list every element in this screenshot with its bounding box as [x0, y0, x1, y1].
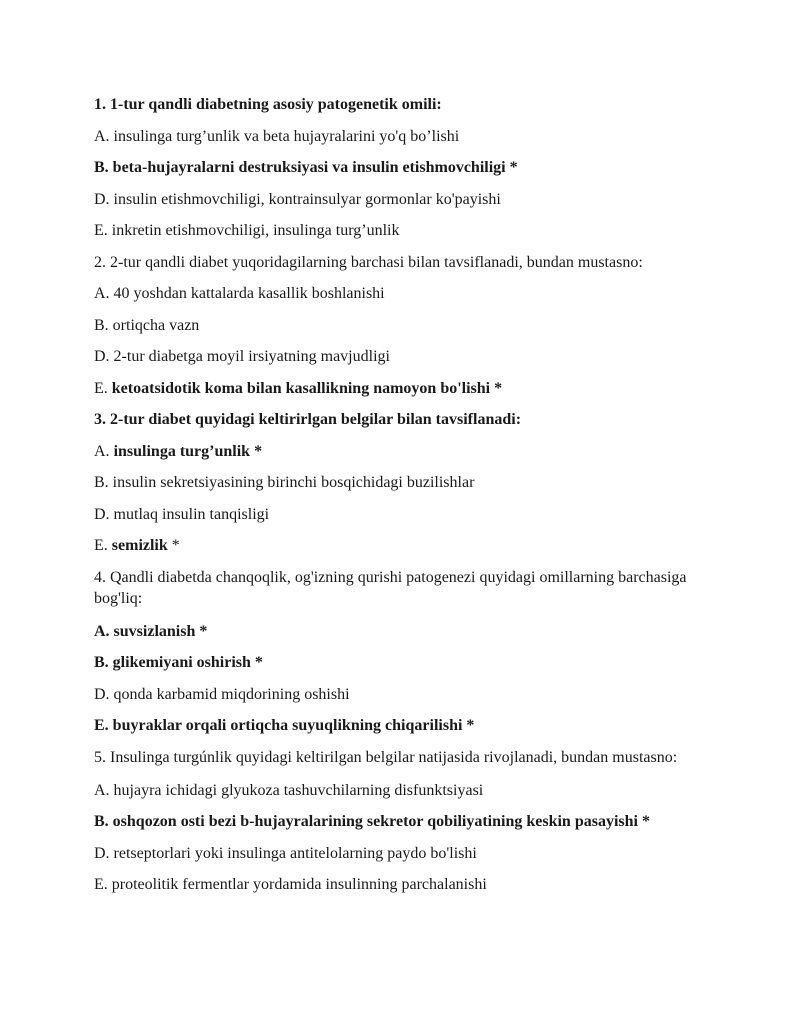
question-2-option-e-correct	[94, 378, 714, 399]
question-1-option-e: E. inkretin etishmovchiligi, insulinga turg’unlik	[94, 222, 400, 239]
document-body	[94, 94, 714, 906]
option-marker: *	[167, 537, 180, 554]
question-4-option-b-correct: B. glikemiyani oshirish *	[94, 654, 263, 671]
question-2-title: 2. 2-tur qandli diabet yuqoridagilarning barchasi bilan tavsiflanadi, bundan mustasno:	[94, 253, 643, 271]
question-5-option-e: E. proteolitik fermentlar yordamida insulinning parchalanishi	[94, 876, 487, 893]
question-1-option-d: D. insulin etishmovchiligi, kontrainsulyar gormonlar ko'payishi	[94, 190, 501, 208]
question-5-title: 5. Insulinga turgúnlik quyidagi keltirilgan belgilar natijasida rivojlanadi, bundan mustasno:	[94, 748, 678, 766]
question-2-option-d: D. 2-tur diabetga moyil irsiyatning mavjudligi	[94, 348, 390, 365]
option-text: insulinga turg’unlik *	[113, 442, 263, 460]
question-4-option-a-correct: A. suvsizlanish *	[94, 622, 208, 640]
question-5-option-d: D. retseptorlari yoki insulinga antitelolarning paydo bo'lishi	[94, 844, 477, 862]
question-1-option-b-correct: B. beta-hujayralarni destruksiyasi va insulin etishmovchiligi *	[94, 159, 518, 176]
question-4-option-e-correct: E. buyraklar orqali ortiqcha suyuqlikning chiqarilishi *	[94, 717, 475, 734]
question-3-title: 3. 2-tur diabet quyidagi keltirirlgan belgilar bilan tavsiflanadi:	[94, 411, 522, 428]
question-1-option-a: A. insulinga turg’unlik va beta hujayralarini yo'q bo’lishi	[94, 127, 460, 145]
question-5-option-b-correct: B. oshqozon osti bezi b-hujayralarining sekretor qobiliyatining keskin pasayishi *	[94, 813, 650, 830]
option-text: ketoatsidotik koma bilan kasallikning namoyon bo'lishi *	[111, 379, 503, 397]
question-3-option-a-correct	[94, 441, 714, 462]
question-4-title: 4. Qandli diabetda chanqoqlik, og'izning qurishi patogenezi quyidagi omillarning barchasiga bog'liq:	[94, 568, 687, 607]
option-letter: A.	[94, 442, 114, 460]
question-2-option-b: B. ortiqcha vazn	[94, 316, 200, 334]
option-text: semizlik	[111, 537, 168, 554]
question-3-option-e-correct	[94, 535, 714, 556]
question-3-option-b: B. insulin sekretsiyasining birinchi bosqichidagi buzilishlar	[94, 474, 475, 491]
option-letter: E.	[94, 537, 112, 554]
question-2-option-a: A. 40 yoshdan kattalarda kasallik boshlanishi	[94, 285, 385, 302]
question-3-option-d: D. mutlaq insulin tanqisligi	[94, 505, 270, 523]
question-5-option-a: A. hujayra ichidagi glyukoza tashuvchilarning disfunktsiyasi	[94, 781, 484, 799]
question-1-title: 1. 1-tur qandli diabetning asosiy patogenetik omili:	[94, 96, 442, 113]
option-letter: E.	[94, 379, 112, 397]
question-4-option-d: D. qonda karbamid miqdorining oshishi	[94, 685, 350, 703]
